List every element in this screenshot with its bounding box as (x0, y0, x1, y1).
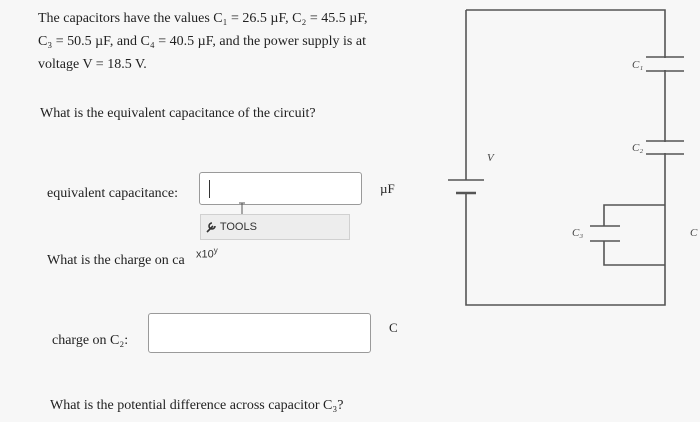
c2-label: C₂ (632, 142, 644, 154)
charge-label: charge on C₂: (52, 333, 129, 348)
equivalent-capacitance-label: equivalent capacitance: (47, 186, 178, 201)
tools-label: TOOLS (219, 221, 257, 233)
question-potential-difference: What is the potential difference across capacitor C₃? (50, 398, 344, 413)
c3-label: C₃ (572, 227, 584, 239)
problem-line-2: C₃ = 50.5 µF, and C₄ = 40.5 µF, and the power supply is at (38, 34, 366, 49)
equivalent-capacitance-unit: µF (380, 181, 395, 196)
voltage-label: V (487, 152, 494, 164)
x10-exponent-button[interactable]: x10$^y$ (196, 246, 218, 261)
c1-label: C₁ (632, 59, 644, 71)
question-equivalent-capacitance: What is the equivalent capacitance of the circuit? (40, 106, 316, 121)
c4-label: C (690, 227, 698, 239)
charge-unit: C (389, 320, 398, 335)
problem-line-1: The capacitors have the values C₁ = 26.5 µF, C₂ = 45.5 µF, (38, 11, 368, 26)
question-charge: What is the charge on ca (47, 253, 185, 268)
problem-line-3: voltage V = 18.5 V. (38, 57, 147, 72)
x10-label: x10 (196, 248, 214, 261)
